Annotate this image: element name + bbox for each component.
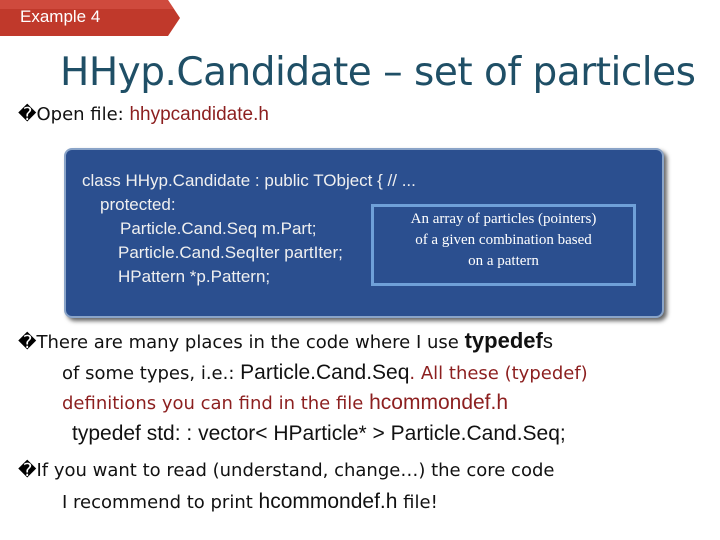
recommend-text-1: If you want to read (understand, change…) the core code bbox=[36, 460, 555, 481]
recommend-text-3: file! bbox=[397, 492, 438, 513]
open-file-name: hhypcandidate.h bbox=[129, 104, 269, 125]
callout-line-3: on a pattern bbox=[468, 253, 539, 269]
open-file-line bbox=[18, 104, 269, 126]
typedef-keyword-suffix: s bbox=[542, 331, 553, 353]
code-line-partiter: Particle.Cand.SeqIter partIter; bbox=[118, 243, 343, 262]
bullet-icon: � bbox=[18, 332, 37, 353]
typedef-line-1 bbox=[18, 328, 553, 354]
open-file-prefix: Open file: bbox=[36, 104, 130, 125]
callout-line-2: of a given combination based bbox=[415, 232, 592, 248]
typedef-text-1: There are many places in the code where I use bbox=[36, 332, 465, 353]
typedef-line-2 bbox=[62, 361, 588, 385]
code-line-protected: protected: bbox=[100, 195, 176, 214]
recommend-line-2 bbox=[62, 490, 438, 514]
typedef-keyword: typedef bbox=[464, 328, 543, 353]
recommend-text-2: I recommend to print bbox=[62, 492, 259, 513]
typedef-text-4: definitions you can find in the file bbox=[62, 393, 370, 414]
example-tag-label: Example 4 bbox=[20, 7, 101, 26]
typedef-file: hcommondef.h bbox=[369, 391, 509, 414]
recommend-line-1 bbox=[18, 460, 554, 481]
slide-title: HHyp.Candidate – set of particles bbox=[60, 50, 696, 95]
recommend-file: hcommondef.h bbox=[258, 490, 398, 513]
callout-box bbox=[371, 204, 636, 286]
bullet-icon: � bbox=[18, 460, 37, 481]
code-line-pattern: HPattern *p.Pattern; bbox=[118, 267, 271, 286]
code-line-class: class HHyp.Candidate : public TObject { // ... bbox=[82, 171, 416, 190]
bullet-icon: � bbox=[18, 104, 37, 125]
code-line-part: Particle.Cand.Seq m.Part; bbox=[120, 219, 317, 238]
typedef-text-3: . All these (typedef) bbox=[409, 363, 588, 384]
typedef-code: typedef std: : vector< HParticle* > Particle.Cand.Seq; bbox=[72, 422, 566, 445]
typedef-type-name: Particle.Cand.Seq bbox=[240, 361, 410, 384]
typedef-line-3 bbox=[62, 391, 508, 415]
callout-line-1: An array of particles (pointers) bbox=[410, 211, 597, 227]
typedef-text-2: of some types, i.e.: bbox=[62, 363, 241, 384]
